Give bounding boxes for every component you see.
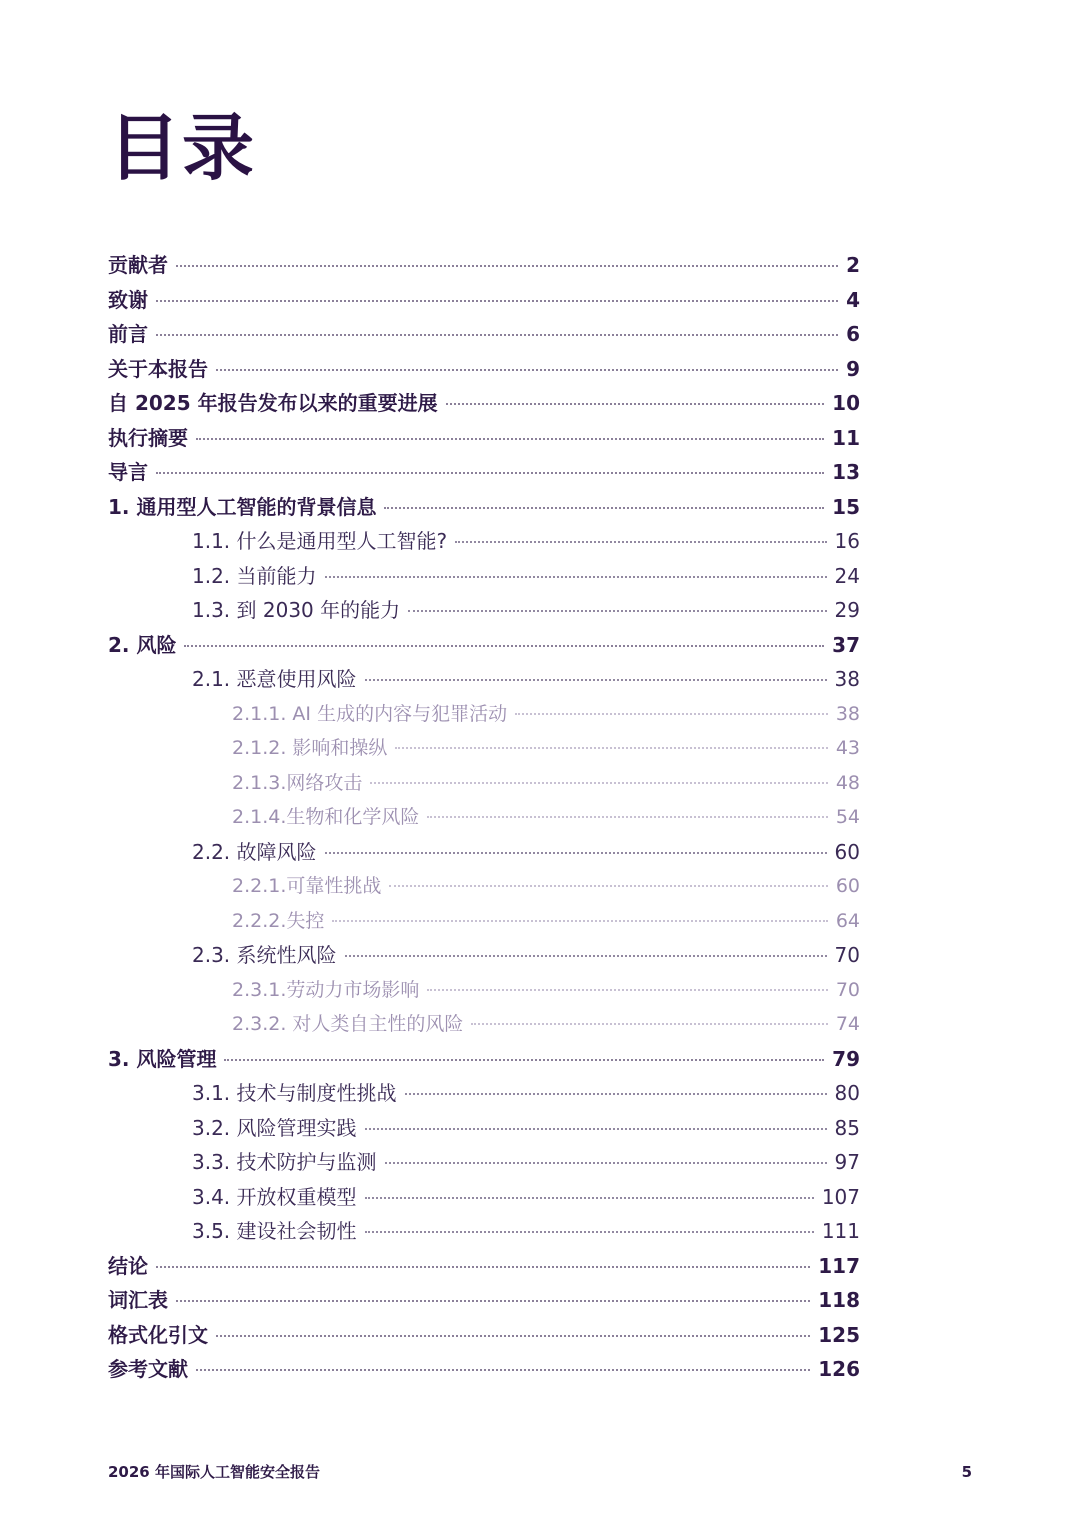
toc-entry-label: 2.1. 恶意使用风险 bbox=[192, 667, 357, 691]
page-title: 目录 bbox=[108, 106, 257, 190]
toc-entry-label: 3. 风险管理 bbox=[108, 1046, 217, 1071]
toc-entry[interactable] bbox=[108, 869, 860, 904]
toc-entry-label: 贡献者 bbox=[108, 253, 168, 277]
toc-entry[interactable] bbox=[108, 559, 860, 594]
toc-entry-label: 2.1.4.生物和化学风险 bbox=[232, 806, 420, 828]
toc-entry-label: 2.2. 故障风险 bbox=[192, 839, 317, 864]
toc-entry-label: 2.3.2. 对人类自主性的风险 bbox=[232, 1013, 464, 1035]
toc-entry[interactable] bbox=[108, 973, 860, 1008]
toc-entry-page-number: 54 bbox=[835, 806, 860, 828]
toc-entry[interactable] bbox=[108, 283, 860, 318]
toc-entry-label: 1.3. 到 2030 年的能力 bbox=[192, 598, 401, 622]
toc-entry[interactable] bbox=[108, 352, 860, 387]
toc-dot-leader bbox=[455, 540, 826, 543]
toc-entry[interactable] bbox=[108, 455, 860, 490]
toc-entry-page-number: 43 bbox=[835, 737, 860, 759]
toc-dot-leader bbox=[325, 575, 827, 578]
toc-entry-label: 致谢 bbox=[108, 287, 148, 312]
toc-entry[interactable] bbox=[108, 386, 860, 421]
toc-entry-label: 2.1.2. 影响和操纵 bbox=[232, 737, 388, 759]
toc-dot-leader bbox=[427, 988, 827, 991]
toc-dot-leader bbox=[156, 471, 824, 474]
toc-entry[interactable] bbox=[108, 1076, 860, 1111]
toc-entry[interactable] bbox=[108, 731, 860, 766]
toc-entry-label: 2.1.1. AI 生成的内容与犯罪活动 bbox=[232, 702, 508, 725]
toc-dot-leader bbox=[156, 299, 838, 302]
toc-entry-label: 1.2. 当前能力 bbox=[192, 563, 317, 588]
toc-entry-page-number: 48 bbox=[835, 771, 860, 794]
toc-dot-leader bbox=[471, 1022, 827, 1025]
toc-entry-page-number: 38 bbox=[835, 702, 860, 725]
toc-entry-page-number: 111 bbox=[821, 1219, 860, 1243]
toc-entry-label: 自 2025 年报告发布以来的重要进展 bbox=[108, 391, 438, 415]
toc-entry[interactable] bbox=[108, 766, 860, 801]
toc-dot-leader bbox=[176, 264, 838, 267]
toc-entry[interactable] bbox=[108, 1042, 860, 1077]
toc-dot-leader bbox=[216, 1334, 810, 1337]
toc-entry[interactable] bbox=[108, 317, 860, 352]
toc-entry-label: 2. 风险 bbox=[108, 632, 177, 657]
toc-entry-page-number: 70 bbox=[835, 978, 860, 1001]
toc-dot-leader bbox=[385, 1161, 827, 1164]
toc-entry-page-number: 60 bbox=[835, 875, 860, 897]
toc-entry-page-number: 4 bbox=[846, 287, 860, 312]
toc-entry-label: 2.2.2.失控 bbox=[232, 909, 325, 932]
toc-dot-leader bbox=[389, 884, 827, 887]
toc-dot-leader bbox=[395, 746, 827, 749]
toc-entry-label: 2.3. 系统性风险 bbox=[192, 943, 337, 967]
toc-entry[interactable] bbox=[108, 697, 860, 732]
toc-entry[interactable] bbox=[108, 1111, 860, 1146]
toc-dot-leader bbox=[156, 333, 838, 336]
toc-entry[interactable] bbox=[108, 938, 860, 973]
toc-entry[interactable] bbox=[108, 904, 860, 939]
toc-dot-leader bbox=[332, 919, 827, 922]
toc-entry[interactable] bbox=[108, 248, 860, 283]
toc-entry-label: 执行摘要 bbox=[108, 425, 188, 450]
toc-dot-leader bbox=[196, 437, 824, 440]
toc-entry-label: 参考文献 bbox=[108, 1357, 188, 1381]
toc-entry-label: 2.2.1.可靠性挑战 bbox=[232, 875, 382, 897]
toc-entry-label: 前言 bbox=[108, 322, 148, 346]
toc-dot-leader bbox=[370, 781, 827, 784]
toc-entry-page-number: 9 bbox=[846, 356, 860, 381]
toc-dot-leader bbox=[176, 1299, 810, 1302]
toc-entry[interactable] bbox=[108, 800, 860, 835]
toc-dot-leader bbox=[405, 1092, 827, 1095]
toc-entry[interactable] bbox=[108, 1249, 860, 1284]
toc-dot-leader bbox=[446, 402, 825, 405]
toc-entry-label: 词汇表 bbox=[108, 1288, 168, 1312]
toc-entry-page-number: 24 bbox=[834, 563, 860, 588]
toc-entry-label: 3.2. 风险管理实践 bbox=[192, 1115, 357, 1140]
toc-dot-leader bbox=[365, 1196, 814, 1199]
toc-dot-leader bbox=[216, 368, 838, 371]
toc-entry-page-number: 70 bbox=[834, 943, 860, 967]
toc-entry-page-number: 80 bbox=[834, 1081, 860, 1105]
toc-entry[interactable] bbox=[108, 1352, 860, 1387]
toc-entry-page-number: 16 bbox=[834, 529, 860, 553]
toc-entry-page-number: 11 bbox=[832, 425, 860, 450]
toc-dot-leader bbox=[156, 1265, 810, 1268]
toc-entry-page-number: 29 bbox=[834, 598, 860, 622]
toc-entry[interactable] bbox=[108, 1007, 860, 1042]
toc-entry-page-number: 38 bbox=[834, 667, 860, 691]
toc-entry[interactable] bbox=[108, 593, 860, 628]
toc-entry-label: 关于本报告 bbox=[108, 356, 208, 381]
toc-dot-leader bbox=[196, 1368, 810, 1371]
toc-dot-leader bbox=[408, 609, 826, 612]
toc-entry-page-number: 10 bbox=[832, 391, 860, 415]
toc-entry-label: 3.3. 技术防护与监测 bbox=[192, 1150, 377, 1174]
toc-entry-page-number: 97 bbox=[834, 1150, 860, 1174]
toc-entry-label: 2.3.1.劳动力市场影响 bbox=[232, 978, 420, 1001]
toc-entry[interactable] bbox=[108, 1283, 860, 1318]
toc-entry[interactable] bbox=[108, 490, 860, 525]
toc-entry[interactable] bbox=[108, 1214, 860, 1249]
toc-entry-label: 1.1. 什么是通用型人工智能? bbox=[192, 529, 448, 553]
toc-entry-label: 3.1. 技术与制度性挑战 bbox=[192, 1081, 397, 1105]
toc-entry-page-number: 79 bbox=[832, 1046, 860, 1071]
toc-entry[interactable] bbox=[108, 662, 860, 697]
toc-entry-page-number: 74 bbox=[835, 1013, 860, 1035]
toc-entry-label: 3.4. 开放权重模型 bbox=[192, 1184, 357, 1209]
toc-entry-page-number: 64 bbox=[835, 909, 860, 932]
toc-entry-page-number: 107 bbox=[821, 1184, 860, 1209]
footer-report-title: 2026 年国际人工智能安全报告 bbox=[108, 1463, 320, 1481]
toc-entry-label: 格式化引文 bbox=[108, 1322, 208, 1347]
toc-entry-page-number: 6 bbox=[846, 322, 860, 346]
toc-dot-leader bbox=[345, 954, 827, 957]
toc-entry-page-number: 118 bbox=[818, 1288, 860, 1312]
toc-dot-leader bbox=[224, 1058, 824, 1061]
toc-dot-leader bbox=[384, 506, 824, 509]
toc-entry-page-number: 13 bbox=[832, 460, 860, 484]
toc-entry-page-number: 60 bbox=[834, 839, 860, 864]
toc-entry-label: 导言 bbox=[108, 460, 148, 484]
toc-entry-page-number: 125 bbox=[818, 1322, 860, 1347]
toc-entry-page-number: 15 bbox=[832, 494, 860, 519]
toc-dot-leader bbox=[325, 851, 827, 854]
footer-page-number: 5 bbox=[961, 1463, 972, 1481]
toc-dot-leader bbox=[365, 1127, 827, 1130]
toc-entry[interactable] bbox=[108, 835, 860, 870]
toc-dot-leader bbox=[365, 678, 827, 681]
toc-entry[interactable] bbox=[108, 1180, 860, 1215]
toc-entry-label: 3.5. 建设社会韧性 bbox=[192, 1219, 357, 1243]
toc-entry[interactable] bbox=[108, 628, 860, 663]
toc-entry-page-number: 126 bbox=[818, 1357, 860, 1381]
toc-entry-page-number: 85 bbox=[834, 1115, 860, 1140]
toc-dot-leader bbox=[184, 644, 824, 647]
toc-entry-page-number: 2 bbox=[846, 253, 860, 277]
toc-dot-leader bbox=[515, 712, 828, 715]
toc-dot-leader bbox=[427, 815, 827, 818]
toc-entry-label: 结论 bbox=[108, 1253, 148, 1278]
toc-entry[interactable] bbox=[108, 1318, 860, 1353]
toc-entry[interactable] bbox=[108, 1145, 860, 1180]
table-of-contents bbox=[108, 248, 860, 1387]
toc-entry[interactable] bbox=[108, 421, 860, 456]
toc-entry-page-number: 117 bbox=[818, 1253, 860, 1278]
toc-entry-label: 1. 通用型人工智能的背景信息 bbox=[108, 494, 377, 519]
toc-entry-page-number: 37 bbox=[832, 632, 860, 657]
toc-entry[interactable] bbox=[108, 524, 860, 559]
toc-dot-leader bbox=[365, 1230, 814, 1233]
toc-entry-label: 2.1.3.网络攻击 bbox=[232, 771, 363, 794]
